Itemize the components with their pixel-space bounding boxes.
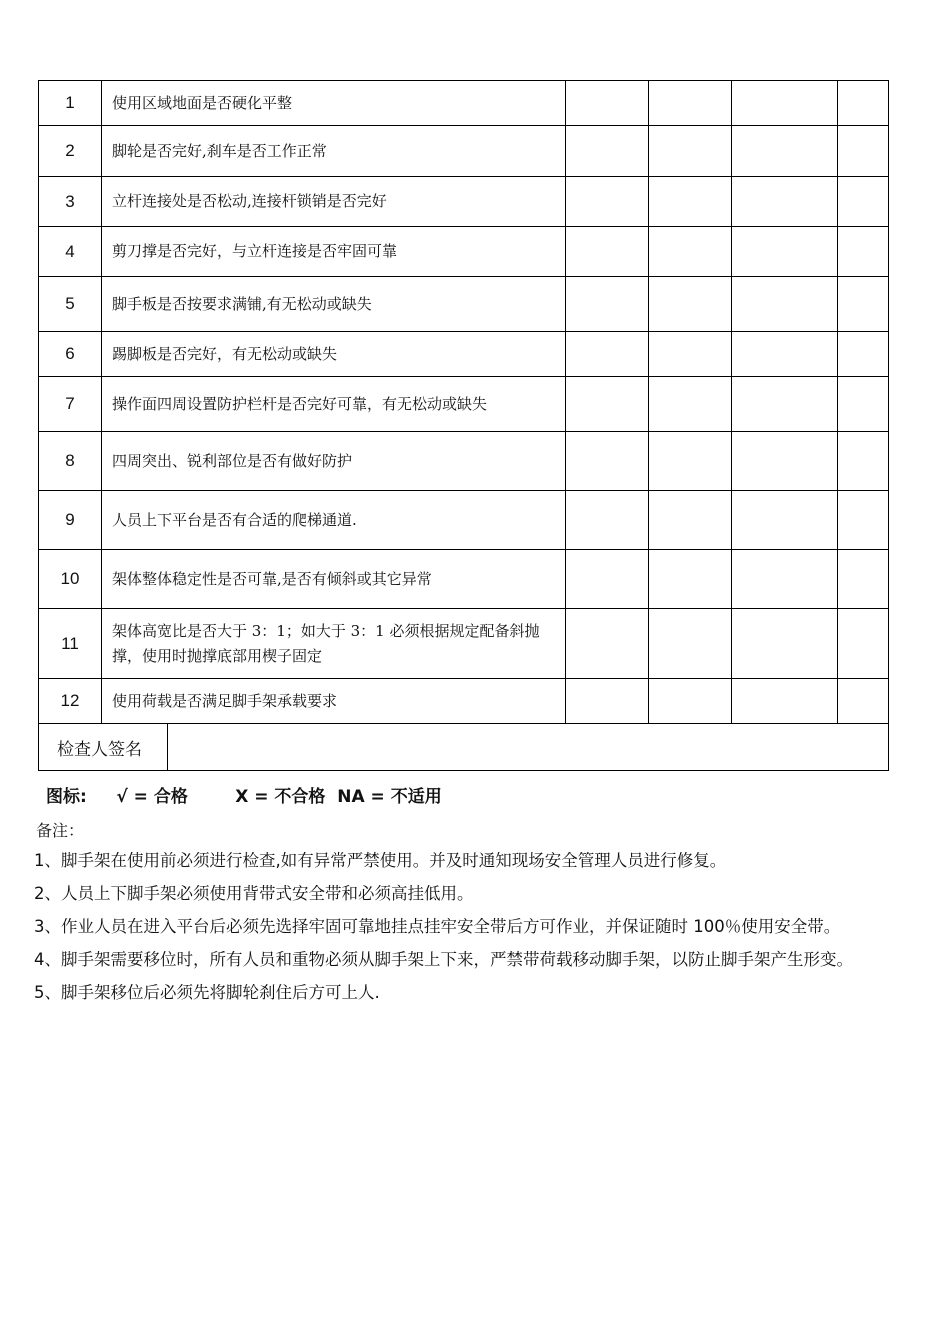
result-cell[interactable]	[649, 432, 732, 491]
result-cell[interactable]	[566, 491, 649, 550]
remarks-notes	[34, 848, 900, 1013]
checklist-row	[39, 491, 889, 550]
result-cell[interactable]	[838, 550, 889, 609]
result-cell[interactable]	[649, 550, 732, 609]
result-cell[interactable]	[566, 81, 649, 126]
check-item: 踢脚板是否完好，有无松动或缺失	[102, 332, 566, 377]
result-cell[interactable]	[838, 377, 889, 432]
result-cell[interactable]	[732, 609, 838, 679]
legend-pass: √ = 合格	[116, 787, 188, 807]
result-cell[interactable]	[838, 126, 889, 177]
checklist-row	[39, 550, 889, 609]
legend-fail: X = 不合格	[235, 787, 326, 807]
check-item: 脚轮是否完好,刹车是否工作正常	[102, 126, 566, 177]
row-number: 5	[39, 277, 102, 332]
note-4: 4、脚手架需要移位时，所有人员和重物必须从脚手架上下来，严禁带荷载移动脚手架，以防止脚手架产生形变。	[34, 950, 853, 969]
check-item: 四周突出、锐利部位是否有做好防护	[102, 432, 566, 491]
result-cell[interactable]	[838, 332, 889, 377]
checklist-row	[39, 679, 889, 724]
signature-row	[39, 724, 889, 771]
result-cell[interactable]	[732, 227, 838, 277]
checklist-row	[39, 377, 889, 432]
legend	[46, 782, 442, 807]
result-cell[interactable]	[838, 177, 889, 227]
checklist-row	[39, 177, 889, 227]
result-cell[interactable]	[838, 491, 889, 550]
remarks-title: 备注：	[36, 821, 85, 840]
result-cell[interactable]	[649, 227, 732, 277]
row-number: 12	[39, 679, 102, 724]
result-cell[interactable]	[649, 679, 732, 724]
check-item: 脚手板是否按要求满铺,有无松动或缺失	[102, 277, 566, 332]
result-cell[interactable]	[732, 491, 838, 550]
result-cell[interactable]	[649, 491, 732, 550]
result-cell[interactable]	[566, 432, 649, 491]
result-cell[interactable]	[566, 332, 649, 377]
check-item: 架体高宽比是否大于 3：1；如大于 3：1 必须根据规定配备斜抛撑，使用时抛撑底部用楔子固定	[102, 609, 566, 679]
check-item: 架体整体稳定性是否可靠,是否有倾斜或其它异常	[102, 550, 566, 609]
result-cell[interactable]	[649, 277, 732, 332]
result-cell[interactable]	[838, 609, 889, 679]
result-cell[interactable]	[732, 177, 838, 227]
note-3: 3、作业人员在进入平台后必须先选择牢固可靠地挂点挂牢安全带后方可作业，并保证随时 100％使用安全带。	[34, 917, 841, 936]
checklist-row	[39, 277, 889, 332]
result-cell[interactable]	[649, 377, 732, 432]
check-item: 使用区域地面是否硬化平整	[102, 81, 566, 126]
result-cell[interactable]	[838, 432, 889, 491]
note-5: 5、脚手架移位后必须先将脚轮刹住后方可上人.	[34, 983, 380, 1002]
row-number: 4	[39, 227, 102, 277]
checklist-row	[39, 432, 889, 491]
result-cell[interactable]	[566, 377, 649, 432]
result-cell[interactable]	[732, 377, 838, 432]
signature-field[interactable]	[168, 724, 889, 771]
signature-label: 检查人签名	[39, 724, 168, 771]
checklist-row	[39, 332, 889, 377]
row-number: 3	[39, 177, 102, 227]
row-number: 9	[39, 491, 102, 550]
result-cell[interactable]	[566, 609, 649, 679]
result-cell[interactable]	[732, 81, 838, 126]
row-number: 7	[39, 377, 102, 432]
check-item: 人员上下平台是否有合适的爬梯通道.	[102, 491, 566, 550]
row-number: 6	[39, 332, 102, 377]
row-number: 2	[39, 126, 102, 177]
legend-na: NA = 不适用	[337, 787, 442, 807]
note-2: 2、人员上下脚手架必须使用背带式安全带和必须高挂低用。	[34, 884, 474, 903]
result-cell[interactable]	[566, 679, 649, 724]
result-cell[interactable]	[732, 332, 838, 377]
checklist-row	[39, 126, 889, 177]
legend-label: 图标:	[46, 787, 87, 807]
row-number: 11	[39, 609, 102, 679]
result-cell[interactable]	[732, 432, 838, 491]
result-cell[interactable]	[838, 277, 889, 332]
result-cell[interactable]	[732, 126, 838, 177]
result-cell[interactable]	[732, 679, 838, 724]
check-item: 使用荷载是否满足脚手架承载要求	[102, 679, 566, 724]
result-cell[interactable]	[566, 550, 649, 609]
result-cell[interactable]	[732, 550, 838, 609]
result-cell[interactable]	[566, 277, 649, 332]
checklist-row	[39, 81, 889, 126]
result-cell[interactable]	[649, 81, 732, 126]
checklist-row	[39, 227, 889, 277]
result-cell[interactable]	[838, 227, 889, 277]
result-cell[interactable]	[649, 332, 732, 377]
result-cell[interactable]	[732, 277, 838, 332]
row-number: 10	[39, 550, 102, 609]
note-1: 1、脚手架在使用前必须进行检查,如有异常严禁使用。并及时通知现场安全管理人员进行修复。	[34, 851, 727, 870]
result-cell[interactable]	[838, 679, 889, 724]
result-cell[interactable]	[566, 227, 649, 277]
check-item: 剪刀撑是否完好，与立杆连接是否牢固可靠	[102, 227, 566, 277]
check-item: 操作面四周设置防护栏杆是否完好可靠，有无松动或缺失	[102, 377, 566, 432]
result-cell[interactable]	[566, 126, 649, 177]
result-cell[interactable]	[566, 177, 649, 227]
result-cell[interactable]	[838, 81, 889, 126]
row-number: 8	[39, 432, 102, 491]
result-cell[interactable]	[649, 126, 732, 177]
row-number: 1	[39, 81, 102, 126]
inspection-checklist-table	[38, 80, 889, 771]
check-item: 立杆连接处是否松动,连接杆锁销是否完好	[102, 177, 566, 227]
result-cell[interactable]	[649, 609, 732, 679]
result-cell[interactable]	[649, 177, 732, 227]
checklist-row	[39, 609, 889, 679]
